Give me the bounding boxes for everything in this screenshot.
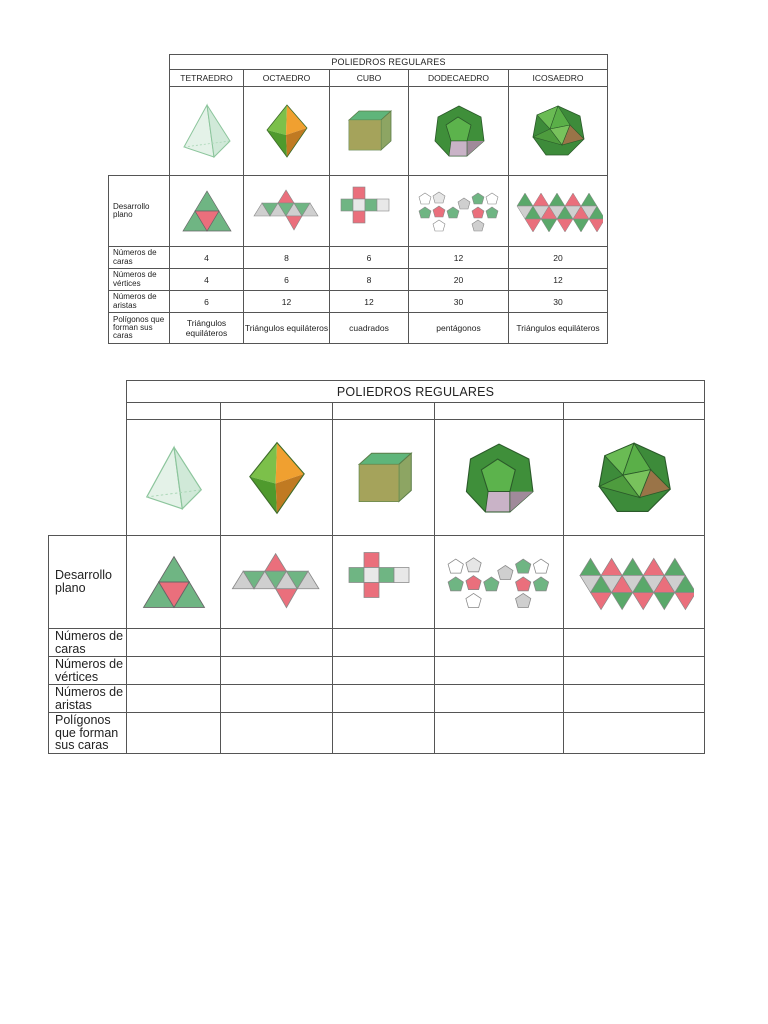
polygons-blank-cell[interactable] — [333, 713, 435, 754]
tetrahedron-net — [170, 176, 244, 247]
header-blank — [564, 403, 705, 420]
cube-image — [333, 420, 435, 536]
faces-blank-cell[interactable] — [221, 629, 333, 657]
cube-image — [330, 87, 409, 176]
dodecahedron-image — [409, 87, 509, 176]
net-triangle — [601, 558, 622, 575]
faces-value: 4 — [170, 247, 244, 269]
net-triangle — [573, 219, 589, 232]
vertices-blank-cell[interactable] — [333, 657, 435, 685]
polygons-row-label: Polígonos que forman sus caras — [49, 713, 127, 754]
icosahedron-image — [564, 420, 705, 536]
header-cube: CUBO — [330, 70, 409, 87]
edges-blank-cell[interactable] — [564, 685, 705, 713]
octahedron-image — [221, 420, 333, 536]
vertices-value: 20 — [409, 269, 509, 291]
vertices-blank-cell[interactable] — [435, 657, 564, 685]
net-triangle — [517, 193, 533, 206]
vertices-value: 12 — [509, 269, 608, 291]
vertices-row-label: Números de vértices — [109, 269, 170, 291]
vertices-row-label: Números de vértices — [49, 657, 127, 685]
octahedron-net — [221, 536, 333, 629]
net-triangle — [612, 593, 633, 610]
tetrahedron-net — [127, 536, 221, 629]
edges-value: 12 — [330, 291, 409, 313]
dodecahedron-net — [409, 176, 509, 247]
polygons-blank-cell[interactable] — [435, 713, 564, 754]
net-triangle — [557, 219, 573, 232]
polygons-blank-cell[interactable] — [564, 713, 705, 754]
polygons-value: Triángulos equiláteros — [509, 313, 608, 344]
net-row-label: Desarrollo plano — [109, 176, 170, 247]
edges-blank-cell[interactable] — [127, 685, 221, 713]
edges-blank-cell[interactable] — [435, 685, 564, 713]
vertices-blank-cell[interactable] — [127, 657, 221, 685]
faces-value: 6 — [330, 247, 409, 269]
header-octahedron: OCTAEDRO — [244, 70, 330, 87]
table-title: POLIEDROS REGULARES — [170, 55, 608, 70]
faces-blank-cell[interactable] — [564, 629, 705, 657]
polygons-value: Triángulos equiláteros — [244, 313, 330, 344]
header-blank — [435, 403, 564, 420]
edges-value: 30 — [509, 291, 608, 313]
net-triangle — [533, 193, 549, 206]
dodecahedron-image — [435, 420, 564, 536]
vertices-blank-cell[interactable] — [221, 657, 333, 685]
header-icosahedron: ICOSAEDRO — [509, 70, 608, 87]
net-row-label: Desarrollo plano — [49, 536, 127, 629]
net-triangle — [591, 593, 612, 610]
table-title: POLIEDROS REGULARES — [127, 381, 705, 403]
faces-value: 20 — [509, 247, 608, 269]
faces-row-label: Números de caras — [49, 629, 127, 657]
edges-blank-cell[interactable] — [333, 685, 435, 713]
header-blank — [127, 403, 221, 420]
header-dodecahedron: DODECAEDRO — [409, 70, 509, 87]
header-tetrahedron: TETRAEDRO — [170, 70, 244, 87]
polyhedra-table-blank — [48, 380, 705, 754]
header-blank — [333, 403, 435, 420]
net-triangle — [541, 219, 557, 232]
net-triangle — [664, 558, 685, 575]
polygons-value: cuadrados — [330, 313, 409, 344]
polygons-value: pentágonos — [409, 313, 509, 344]
net-triangle — [633, 593, 654, 610]
faces-value: 12 — [409, 247, 509, 269]
tetrahedron-image — [127, 420, 221, 536]
faces-blank-cell[interactable] — [435, 629, 564, 657]
blank-corner — [109, 55, 170, 176]
edges-blank-cell[interactable] — [221, 685, 333, 713]
faces-blank-cell[interactable] — [333, 629, 435, 657]
net-triangle — [581, 193, 597, 206]
octahedron-net — [244, 176, 330, 247]
tetrahedron-image — [170, 87, 244, 176]
polygons-row-label: Polígonos que forman sus caras — [109, 313, 170, 344]
blank-corner — [49, 381, 127, 536]
edges-value: 30 — [409, 291, 509, 313]
vertices-blank-cell[interactable] — [564, 657, 705, 685]
faces-value: 8 — [244, 247, 330, 269]
faces-blank-cell[interactable] — [127, 629, 221, 657]
vertices-value: 4 — [170, 269, 244, 291]
cube-net — [330, 176, 409, 247]
net-triangle — [549, 193, 565, 206]
polygons-blank-cell[interactable] — [221, 713, 333, 754]
polygons-value: Triángulos equiláteros — [170, 313, 244, 344]
edges-value: 6 — [170, 291, 244, 313]
net-triangle — [589, 219, 603, 232]
vertices-value: 8 — [330, 269, 409, 291]
icosahedron-net — [564, 536, 705, 629]
edges-row-label: Números de aristas — [49, 685, 127, 713]
polyhedra-table-filled — [108, 54, 608, 344]
net-triangle — [565, 193, 581, 206]
net-triangle — [580, 558, 601, 575]
net-triangle — [654, 593, 675, 610]
icosahedron-image — [509, 87, 608, 176]
net-triangle — [525, 219, 541, 232]
faces-row-label: Números de caras — [109, 247, 170, 269]
header-blank — [221, 403, 333, 420]
octahedron-image — [244, 87, 330, 176]
net-triangle — [675, 593, 694, 610]
dodecahedron-net — [435, 536, 564, 629]
icosahedron-net — [509, 176, 608, 247]
edges-value: 12 — [244, 291, 330, 313]
net-triangle — [643, 558, 664, 575]
edges-row-label: Números de aristas — [109, 291, 170, 313]
cube-net — [333, 536, 435, 629]
vertices-value: 6 — [244, 269, 330, 291]
polygons-blank-cell[interactable] — [127, 713, 221, 754]
net-triangle — [622, 558, 643, 575]
